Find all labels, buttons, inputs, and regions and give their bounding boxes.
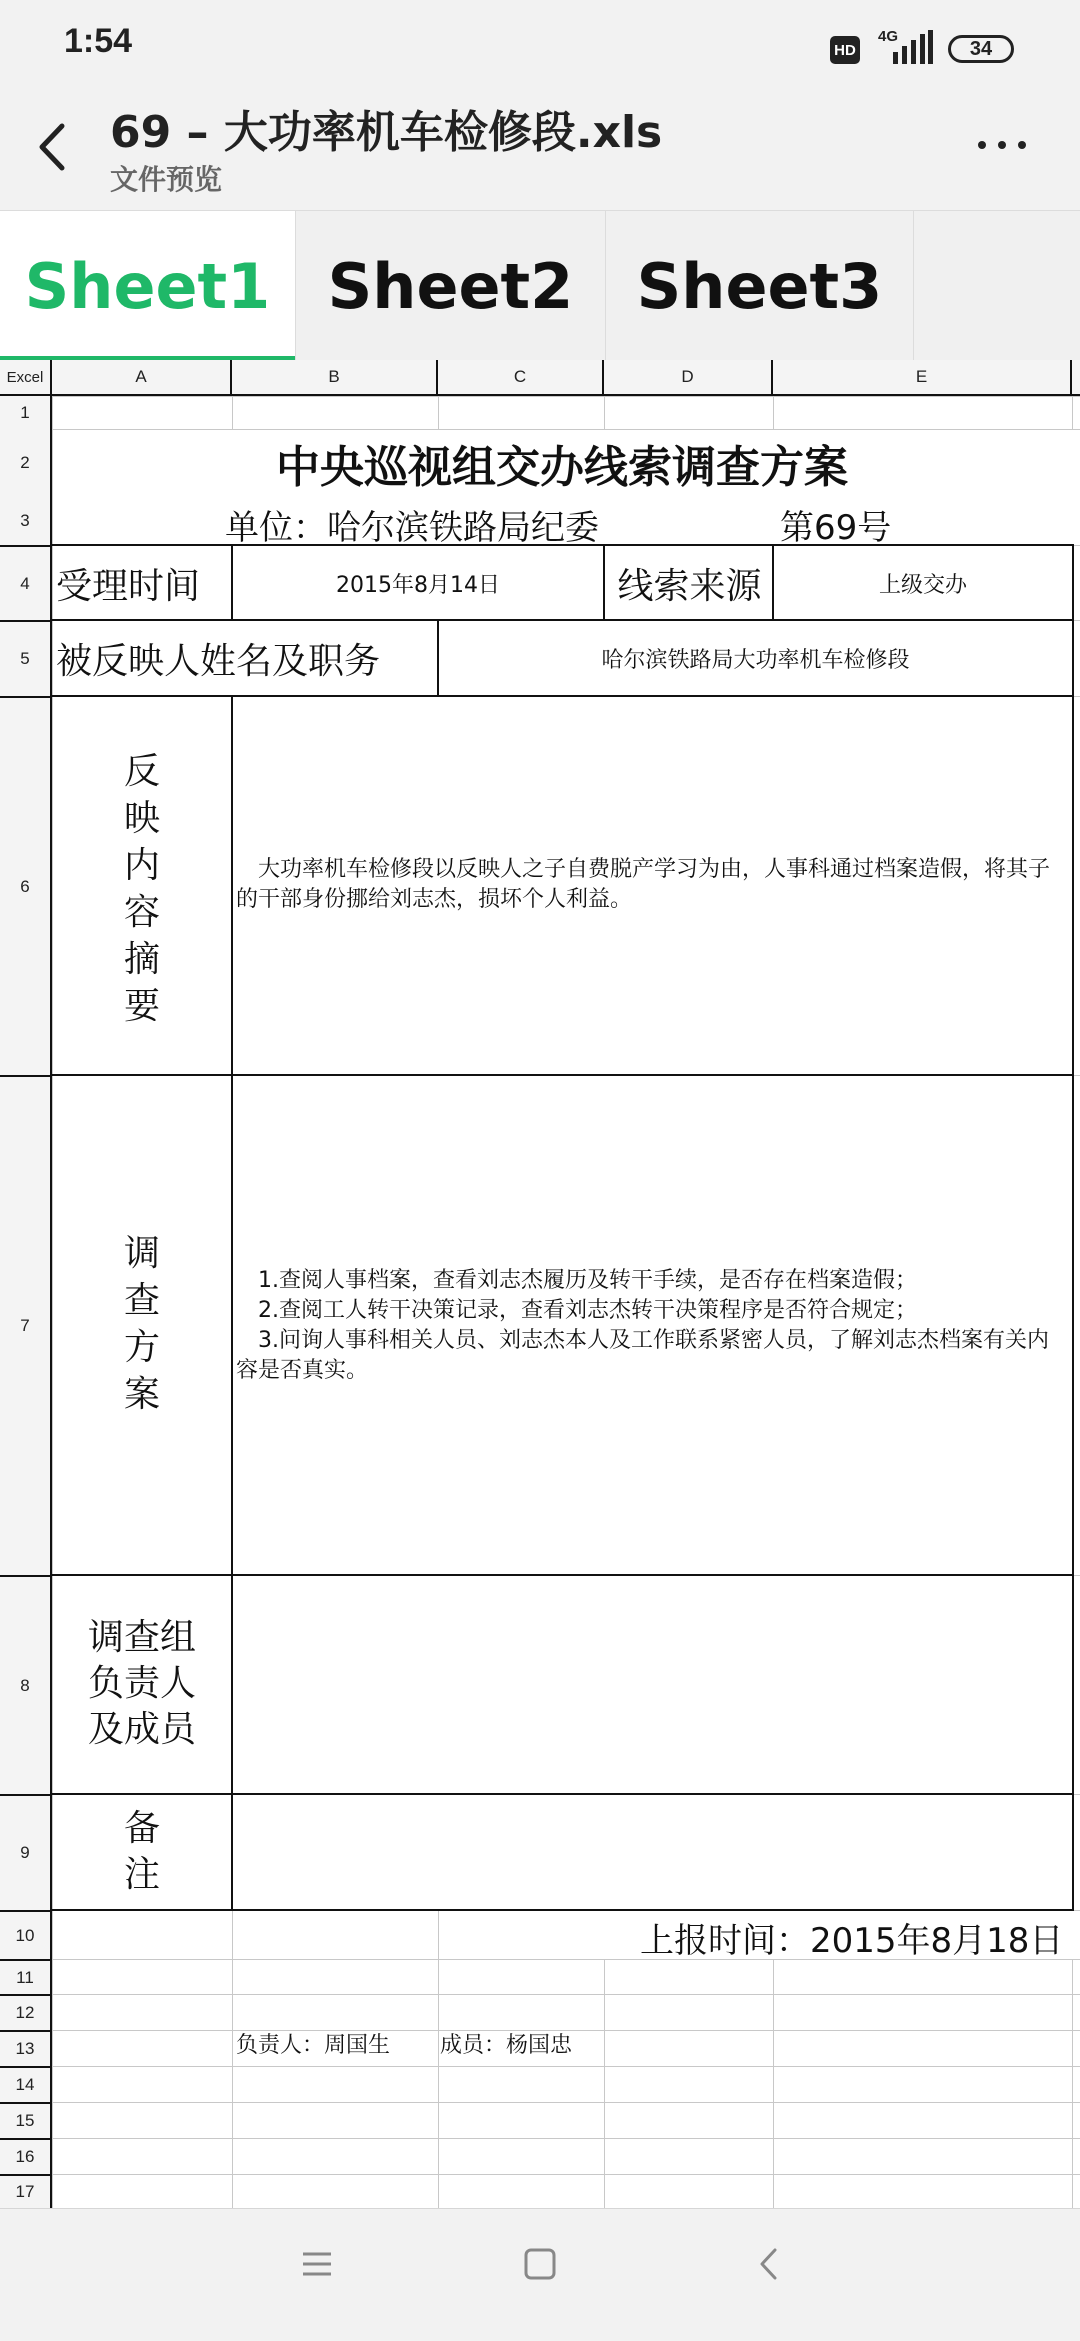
accept-time-value: 2015年8月14日	[336, 572, 500, 598]
gridline	[0, 2066, 1080, 2067]
gridline	[0, 2174, 1080, 2175]
summary-label-char: 内	[123, 845, 160, 886]
accept-time-label: 受理时间	[56, 565, 201, 607]
plan-label-char: 案	[123, 1374, 160, 1415]
file-title: 69 – 大功率机车检修段.xls	[110, 107, 663, 158]
back-triangle-icon[interactable]	[752, 2247, 786, 2281]
summary-label-char: 容	[123, 892, 160, 933]
file-subtitle: 文件预览	[110, 163, 223, 196]
status-time: 1:54	[64, 22, 133, 60]
summary-text: 大功率机车检修段以反映人之子自费脱产学习为由，人事科通过档案造假，将其子的干部身份挪给刘志杰，损坏个人利益。	[236, 857, 1051, 912]
group-label-line: 调查组	[87, 1617, 196, 1658]
group-member: 成员：杨国忠	[440, 2033, 573, 2058]
row-header[interactable]: 17	[0, 2174, 52, 2208]
row-header[interactable]: 7	[0, 1075, 52, 1575]
plan-item: 2.查阅工人转干决策记录，查看刘志杰转干决策程序是否符合规定；	[258, 1298, 917, 1323]
summary-label-char: 反	[123, 751, 160, 792]
group-label-line: 及成员	[87, 1709, 196, 1750]
tab-sheet3[interactable]: Sheet3	[606, 211, 914, 361]
spreadsheet-grid[interactable]	[0, 360, 1080, 2208]
document-number: 第69号	[780, 508, 892, 548]
person-value: 哈尔滨铁路局大功率机车检修段	[601, 648, 910, 673]
form-border	[52, 1909, 1073, 1911]
group-leader: 负责人：周国生	[236, 2033, 391, 2058]
report-time: 上报时间：2015年8月18日	[640, 1921, 1064, 1961]
row-header[interactable]: 8	[0, 1575, 52, 1794]
form-title: 中央巡视组交办线索调查方案	[276, 442, 848, 493]
column-header-d[interactable]: D	[604, 360, 773, 396]
form-border	[52, 1074, 1073, 1076]
row-header[interactable]: 1	[0, 396, 52, 429]
tab-sheet2[interactable]: Sheet2	[296, 211, 606, 361]
plan-label-char: 调	[123, 1233, 160, 1274]
plan-label-char: 查	[123, 1280, 160, 1321]
sheet-corner[interactable]: Excel	[0, 360, 52, 396]
form-border	[1072, 544, 1074, 1911]
form-border	[52, 1574, 1073, 1576]
tab-sheet1[interactable]: Sheet1	[0, 211, 296, 361]
gridline	[0, 396, 1080, 397]
home-square-icon[interactable]	[523, 2247, 557, 2281]
gridline	[0, 2102, 1080, 2103]
hd-icon: HD	[830, 36, 860, 64]
row-header[interactable]: 13	[0, 2030, 52, 2066]
plan-item: 3.问询人事科相关人员、刘志杰本人及工作联系紧密人员，了解刘志杰档案有关内容是否真实。	[236, 1328, 1049, 1383]
summary-label-char: 映	[123, 798, 160, 839]
network-type-label: 4G	[878, 28, 899, 45]
row-header[interactable]: 16	[0, 2138, 52, 2174]
row-header[interactable]: 12	[0, 1994, 52, 2030]
row-header[interactable]: 3	[0, 496, 52, 545]
plan-items	[236, 1266, 1068, 1386]
sheet-tabs	[0, 210, 1080, 361]
row-header[interactable]: 2	[0, 429, 52, 496]
summary-label-char: 要	[123, 986, 160, 1027]
form-border	[603, 544, 605, 620]
row-header[interactable]: 4	[0, 545, 52, 620]
menu-icon[interactable]	[300, 2247, 334, 2281]
person-label: 被反映人姓名及职务	[56, 641, 381, 682]
row-header[interactable]: 9	[0, 1794, 52, 1910]
plan-item: 1.查阅人事档案，查看刘志杰履历及转干手续，是否存在档案造假；	[258, 1268, 917, 1293]
remarks-label-char: 注	[123, 1854, 160, 1895]
summary-label	[52, 748, 232, 1030]
gridline	[0, 1994, 1080, 1995]
battery-icon: 34	[948, 35, 1014, 63]
row-header[interactable]: 15	[0, 2102, 52, 2138]
form-border	[52, 1793, 1073, 1795]
column-header-b[interactable]: B	[232, 360, 438, 396]
column-header-e[interactable]: E	[773, 360, 1072, 396]
source-label: 线索来源	[617, 565, 762, 607]
plan-label	[52, 1230, 232, 1418]
row-header[interactable]: 5	[0, 620, 52, 696]
row-header[interactable]: 10	[0, 1910, 52, 1959]
remarks-label-char: 备	[123, 1808, 160, 1849]
column-header-overflow	[1072, 360, 1080, 396]
gridline	[0, 2138, 1080, 2139]
row-header[interactable]: 6	[0, 696, 52, 1075]
remarks-label	[52, 1806, 232, 1898]
more-dots-icon[interactable]	[972, 130, 1032, 160]
group-label	[52, 1615, 232, 1753]
row-header[interactable]: 11	[0, 1959, 52, 1994]
system-nav-bar	[0, 2208, 1080, 2341]
summary-label-char: 摘	[123, 939, 160, 980]
column-header-a[interactable]: A	[52, 360, 232, 396]
tab-bar-filler	[914, 211, 1080, 361]
signal-icon	[893, 30, 933, 64]
row-header[interactable]: 14	[0, 2066, 52, 2102]
unit-label: 单位：哈尔滨铁路局纪委	[225, 508, 599, 548]
group-label-line: 负责人	[87, 1663, 196, 1704]
source-value: 上级交办	[878, 572, 967, 598]
back-arrow-icon[interactable]	[30, 112, 80, 182]
plan-label-char: 方	[123, 1327, 160, 1368]
column-header-c[interactable]: C	[438, 360, 604, 396]
